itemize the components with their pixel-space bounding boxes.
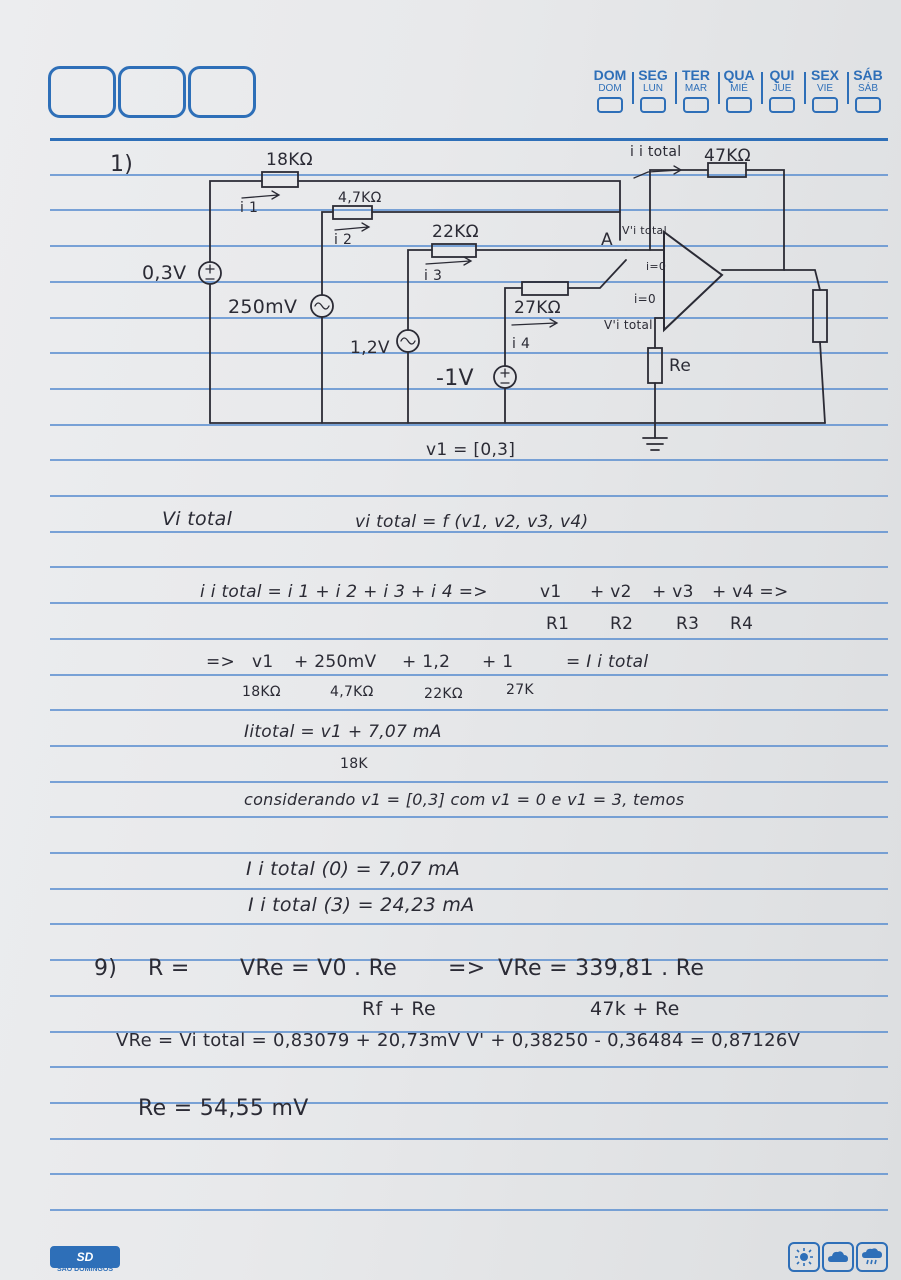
p9-eq-right: VRe = 339,81 . Re (498, 956, 705, 981)
vi-plus-label: V'i total (604, 318, 653, 332)
i1-arrow (242, 191, 279, 199)
eq2-result: = I i total (566, 652, 649, 672)
result-three: I i total (3) = 24,23 mA (248, 894, 475, 916)
eq1-frac-1-num: v1 (540, 582, 562, 602)
v1-source-plus-sign (206, 265, 214, 279)
eq1-frac-4-num: + v4 => (712, 582, 789, 602)
i3-arrow (426, 257, 471, 265)
cloud-icon (822, 1242, 854, 1272)
itotal-label: i i total (630, 144, 682, 160)
i3-label: i 3 (424, 268, 443, 284)
ruled-line (50, 566, 888, 568)
ruled-line (50, 1209, 888, 1211)
eq1-frac-4-den: R4 (730, 614, 754, 634)
i2-arrow (335, 223, 369, 231)
eq1-frac-1-den: R1 (546, 614, 570, 634)
v2-source-tilde (315, 303, 329, 309)
eq2-frac-3-num: + 1,2 (402, 652, 451, 672)
r2-resistor (333, 206, 372, 219)
i1-label: i 1 (240, 200, 259, 216)
v4-label: -1V (436, 366, 474, 391)
weekday-ter: TER MAR (676, 68, 716, 113)
eq2-frac-4-num: + 1 (482, 652, 514, 672)
r1-label: 18KΩ (266, 150, 313, 170)
result-zero: I i total (0) = 7,07 mA (246, 858, 461, 880)
p9-line-2: VRe = Vi total = 0,83079 + 20,73mV V' + 0,38250 - 0,36484 = 0,87126V (116, 1030, 801, 1051)
eq2-frac-2-den: 4,7KΩ (330, 684, 374, 700)
ruled-line (50, 1066, 888, 1068)
vi-total-function: vi total = f (v1, v2, v3, v4) (355, 512, 589, 532)
eq2-frac-1-num: v1 (252, 652, 274, 672)
eq3-den: 18K (340, 756, 368, 772)
eq1-frac-3-den: R3 (676, 614, 700, 634)
v4-source-plus-sign (501, 369, 509, 383)
considering-line: considerando v1 = [0,3] com v1 = 0 e v1 = 3, temos (244, 790, 685, 809)
rain-icon (856, 1242, 888, 1272)
eq2-prefix: => (206, 652, 236, 672)
eq1-left: i i total = i 1 + i 2 + i 3 + i 4 => (200, 582, 488, 602)
eq2-frac-4-den: 27K (506, 682, 534, 698)
vi-minus-label: V'i total (622, 224, 667, 237)
sun-icon-glyph (792, 1246, 816, 1268)
i4-label: i 4 (512, 336, 531, 352)
ruled-line (50, 1173, 888, 1175)
v3-source-tilde (401, 338, 415, 344)
r3-resistor (432, 244, 476, 257)
v3-label: 1,2V (350, 338, 390, 358)
p9-eq-arrow: => (448, 956, 486, 981)
load-resistor (813, 290, 827, 342)
vi-total-title: Vi total (162, 508, 233, 530)
r1-resistor (262, 172, 298, 187)
eq1-frac-2-num: + v2 (590, 582, 632, 602)
output-load-wire (784, 270, 825, 423)
ruled-line (50, 888, 888, 890)
problem-number-1: 1) (110, 152, 134, 177)
opamp-symbol (664, 232, 722, 330)
i-zero-minus-label: i=0 (646, 260, 667, 273)
i-zero-plus-label: i=0 (634, 292, 656, 306)
ground-symbol (643, 438, 667, 450)
itotal-arrow (634, 166, 681, 178)
problem-number-9: 9) (94, 956, 118, 981)
ruled-line (50, 674, 888, 676)
sun-icon (788, 1242, 820, 1272)
ruled-line (50, 923, 888, 925)
eq1-frac-3-num: + v3 (652, 582, 694, 602)
weekday-sab: SÁB SÁB (848, 68, 888, 113)
ruled-line (50, 781, 888, 783)
weekday-seg: SEG LUN (633, 68, 673, 113)
brand-logo: SD (50, 1246, 120, 1268)
feedback-wire (650, 170, 784, 270)
r4-label: 27KΩ (514, 298, 561, 318)
i2-label: i 2 (334, 232, 353, 248)
re-label: Re (669, 356, 692, 376)
eq2-frac-3-den: 22KΩ (424, 686, 463, 702)
ruled-line (50, 852, 888, 854)
v1-range-label: v1 = [0,3] (426, 440, 516, 460)
weekday-sex: SEX VIE (805, 68, 845, 113)
weekday-dom: DOM DOM (590, 68, 630, 113)
rf-label: 47KΩ (704, 146, 751, 166)
v2-label: 250mV (228, 296, 298, 318)
i4-arrow (512, 319, 557, 327)
eq2-frac-1-den: 18KΩ (242, 684, 281, 700)
ruled-line (50, 495, 888, 497)
weekday-qua: QUA MIÉ (719, 68, 759, 113)
eq3: Iitotal = v1 + 7,07 mA (244, 722, 442, 742)
p9-r-label: R = (148, 956, 190, 981)
p9-line-3: Re = 54,55 mV (138, 1096, 309, 1121)
rain-icon-glyph (860, 1246, 884, 1268)
weekday-qui: QUI JUE (762, 68, 802, 113)
r4-resistor (522, 282, 568, 295)
ruled-line (50, 995, 888, 997)
r2-label: 4,7KΩ (338, 190, 382, 206)
ruled-line (50, 709, 888, 711)
eq1-frac-2-den: R2 (610, 614, 634, 634)
p9-eq-right-den: 47k + Re (590, 998, 680, 1020)
ruled-line (50, 745, 888, 747)
brand-name: SÃO DOMINGOS (56, 1266, 113, 1273)
ruled-line (50, 638, 888, 640)
ruled-line (50, 816, 888, 818)
ruled-line (50, 602, 888, 604)
r3-label: 22KΩ (432, 222, 479, 242)
v1-label: 0,3V (142, 262, 187, 284)
re-resistor (648, 348, 662, 383)
node-a-label: A (601, 230, 613, 250)
p9-eq-left-den: Rf + Re (362, 998, 437, 1020)
ruled-line (50, 1138, 888, 1140)
p9-eq-left: VRe = V0 . Re (240, 956, 398, 981)
eq2-frac-2-num: + 250mV (294, 652, 377, 672)
cloud-icon-glyph (826, 1246, 850, 1268)
